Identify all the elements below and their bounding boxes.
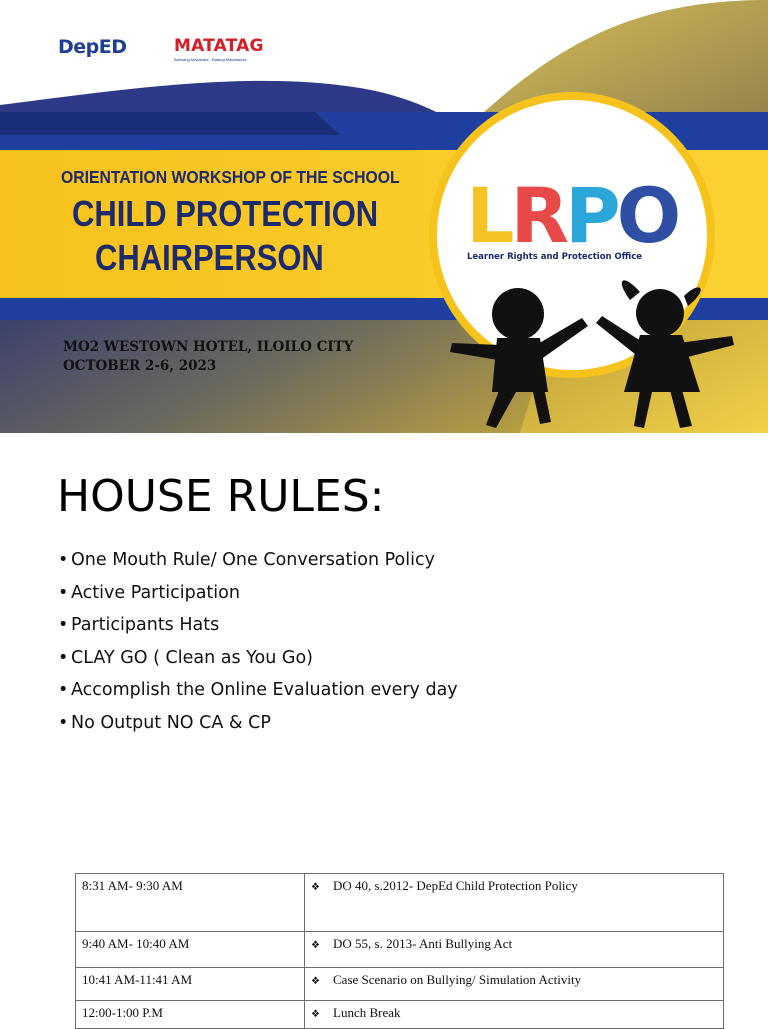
diamond-bullet-icon: ❖ [311, 976, 320, 987]
lrpo-subtitle: Learner Rights and Protection Office [467, 252, 643, 262]
bullet-icon: • [58, 550, 69, 570]
list-item: • No Output NO CA & CP [58, 709, 458, 742]
lrpo-letter-l: L [466, 171, 511, 260]
table-row [76, 968, 724, 1001]
bullet-icon: • [58, 582, 69, 603]
schedule-activity: ❖ Case Scenario on Bullying/ Simulation Activity [305, 968, 724, 1001]
schedule-activity: ❖ DO 40, s.2012- DepEd Child Protection Policy [305, 874, 724, 932]
schedule-time: 8:31 AM- 9:30 AM [76, 874, 305, 932]
diamond-bullet-icon: ❖ [311, 940, 320, 951]
deped-logo: DepED [58, 36, 127, 58]
event-banner [0, 0, 768, 433]
banner-title-line1: ORIENTATION WORKSHOP OF THE SCHOOL [61, 167, 400, 187]
banner-title-line3: CHAIRPERSON [95, 237, 324, 278]
venue-location: MO2 WESTOWN HOTEL, ILOILO CITY [63, 339, 354, 355]
diamond-bullet-icon: ❖ [311, 882, 320, 893]
venue-dates: OCTOBER 2-6, 2023 [63, 358, 217, 374]
list-item: • CLAY GO ( Clean as You Go) [58, 644, 458, 677]
table-row [76, 874, 724, 932]
schedule-activity: ❖ DO 55, s. 2013- Anti Bullying Act [305, 932, 724, 968]
house-rules-list [58, 546, 458, 741]
lrpo-letter-r: R [510, 171, 565, 260]
bullet-icon: • [58, 680, 69, 700]
list-item: • Accomplish the Online Evaluation every day [58, 676, 458, 709]
bullet-icon: • [58, 647, 69, 668]
matatag-logo: MATATAG Bansang Makabata · Batang Makabansa [174, 36, 264, 62]
list-item: • One Mouth Rule/ One Conversation Policy [58, 546, 458, 579]
children-silhouette-icon [0, 0, 768, 433]
banner-title-line2: CHILD PROTECTION [72, 193, 379, 234]
schedule-table [75, 873, 724, 1029]
lrpo-letter-p: P [564, 171, 617, 260]
bullet-icon: • [58, 615, 69, 635]
house-rules-heading: HOUSE RULES: [57, 471, 385, 522]
list-item: • Participants Hats [58, 611, 458, 644]
schedule-activity: ❖ Lunch Break [305, 1001, 724, 1029]
schedule-time: 10:41 AM-11:41 AM [76, 968, 305, 1001]
schedule-time: 12:00-1:00 P.M [76, 1001, 305, 1029]
diamond-bullet-icon: ❖ [311, 1009, 320, 1020]
table-row [76, 932, 724, 968]
list-item: • Active Participation [58, 579, 458, 612]
bullet-icon: • [58, 712, 69, 733]
table-row [76, 1001, 724, 1029]
schedule-time: 9:40 AM- 10:40 AM [76, 932, 305, 968]
lrpo-letter-o: O [616, 171, 678, 260]
